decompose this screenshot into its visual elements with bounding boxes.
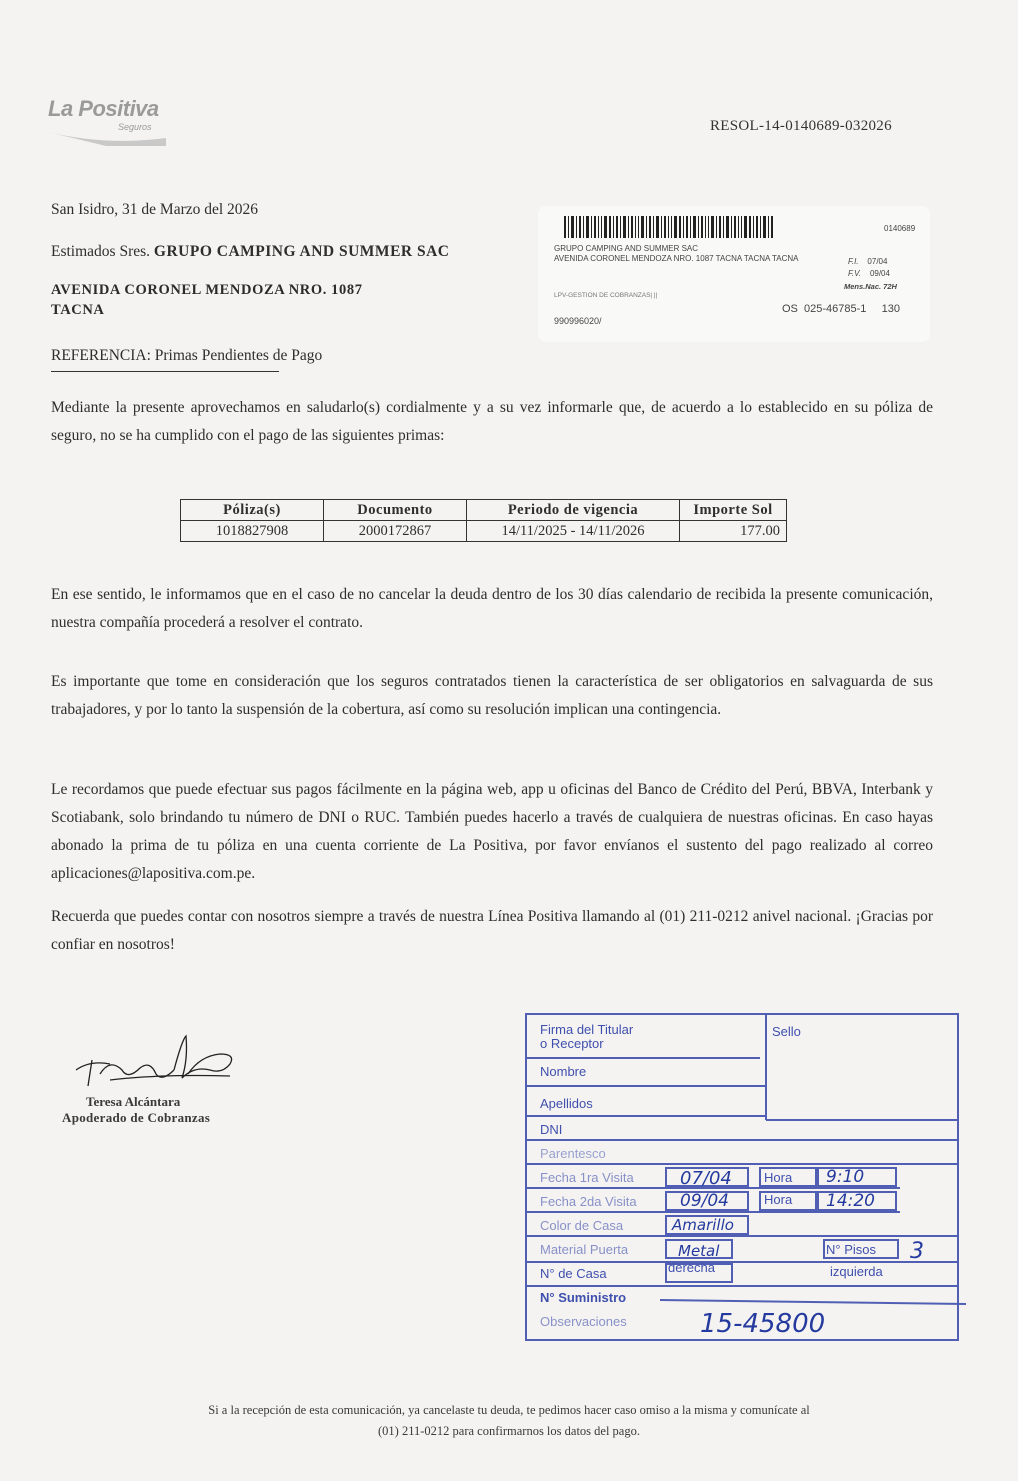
stamp-observaciones-label: Observaciones [540, 1314, 627, 1329]
address-line-1: AVENIDA CORONEL MENDOZA NRO. 1087 [51, 282, 363, 298]
reference-line: REFERENCIA: Primas Pendientes de Pago [51, 347, 323, 364]
reference-underline [51, 371, 279, 372]
stamp-hora-label-2: Hora [764, 1192, 793, 1207]
greeting [51, 238, 449, 266]
barcode-icon [564, 216, 776, 238]
paragraph-payment: Le recordamos que puede efectuar sus pagos fácilmente en la página web, app u oficinas del Banco de Crédito del Perú, BBVA, Interbank y Scotiabank, solo brindando tu número de DNI o RUC. También puedes hacerlo a través de cualquiera de nuestras oficinas. En caso hayas abonado la prima de tu póliza en una cuenta corriente de La Positiva, por favor envíanos el sustento del pago realizado al correo aplicaciones@lapositiva.com.pe. [51, 781, 933, 882]
stamp-receptor-label: o Receptor [540, 1036, 604, 1051]
label-code: 0140689 [884, 224, 916, 233]
handwritten-suministro: 15-45800 [700, 1309, 826, 1339]
cell-importe: 177.00 [680, 521, 787, 542]
logo-swoosh-icon [46, 124, 170, 148]
stamp-visita2-label: Fecha 2da Visita [540, 1194, 637, 1209]
stamp-pisos-label: N° Pisos [826, 1242, 876, 1257]
column-header-documento: Documento [324, 500, 467, 521]
label-fv-value: 09/04 [869, 269, 890, 278]
stamp-n-casa-label: N° de Casa [540, 1266, 607, 1281]
company-logo-subtitle: Seguros [118, 122, 152, 132]
stamp-suministro-label: N° Suministro [540, 1290, 627, 1305]
handwritten-hora2: 14:20 [826, 1191, 875, 1211]
stamp-sello-label: Sello [772, 1024, 801, 1039]
paragraph-importance: Es importante que tome en consideración que los seguros contratados tienen la característica de ser obligatorios en salvaguarda de sus trabajadores, y por lo tanto la suspensión de la cobertura, así como su resolución implican una contingencia. [51, 673, 933, 718]
label-department: LPV-GESTION DE COBRANZAS| || [554, 292, 658, 299]
handwritten-visita1: 07/04 [680, 1168, 732, 1189]
label-fv-key: F.V. [848, 269, 862, 278]
stamp-hora-label-1: Hora [764, 1170, 793, 1185]
stamp-izquierda-label: izquierda [830, 1264, 883, 1279]
table-row [181, 521, 787, 542]
label-recipient: GRUPO CAMPING AND SUMMER SAC [554, 244, 699, 253]
cell-documento: 2000172867 [324, 521, 467, 542]
paragraph-warning: En ese sentido, le informamos que en el caso de no cancelar la deuda dentro de los 30 días calendario de recibida la presente comunicación, nuestra compañía procederá a resolver el contrato. [51, 586, 933, 631]
label-dates [848, 256, 890, 280]
mailing-label [538, 206, 930, 342]
label-fi-value: 07/04 [867, 257, 888, 266]
cell-poliza: 1018827908 [181, 521, 324, 542]
stamp-material-label: Material Puerta [540, 1242, 629, 1257]
column-header-poliza: Póliza(s) [181, 500, 324, 521]
paragraph-intro: Mediante la presente aprovechamos en saludarlo(s) cordialmente y a su vez informarle que, de acuerdo a lo establecido en su póliza de seguro, no se ha cumplido con el pago de las siguientes primas: [51, 399, 933, 444]
column-header-periodo: Periodo de vigencia [467, 500, 680, 521]
label-order: OS 025-46785-1 130 [782, 303, 901, 315]
cell-periodo: 14/11/2025 - 14/11/2026 [467, 521, 680, 542]
footer-line-2: (01) 211-0212 para confirmarnos los datos del pago. [378, 1424, 640, 1438]
stamp-visita1-label: Fecha 1ra Visita [540, 1170, 634, 1185]
label-fi-key: F.I. [848, 257, 859, 266]
label-service: Mens.Nac. 72H [844, 282, 897, 291]
handwritten-hora1: 9:10 [826, 1167, 865, 1187]
reception-stamp [520, 1008, 972, 1353]
place-date: San Isidro, 31 de Marzo del 2026 [51, 201, 259, 218]
stamp-derecha-label: derecha [668, 1260, 715, 1275]
recipient-address [51, 280, 363, 320]
stamp-dni-label: DNI [540, 1122, 563, 1137]
handwritten-visita2: 09/04 [680, 1191, 729, 1211]
stamp-apellidos-label: Apellidos [540, 1096, 593, 1111]
signer-role: Apoderado de Cobranzas [62, 1110, 211, 1125]
handwritten-pisos: 3 [910, 1239, 924, 1264]
company-logo: La Positiva [48, 96, 159, 121]
stamp-firma-label: Firma del Titular [540, 1022, 634, 1037]
resolution-code: RESOL-14-0140689-032026 [710, 118, 892, 134]
signer-name: Teresa Alcántara [86, 1094, 181, 1109]
address-line-2: TACNA [51, 302, 105, 318]
recipient-name: GRUPO CAMPING AND SUMMER SAC [153, 243, 450, 260]
label-address [554, 244, 834, 264]
column-header-importe: Importe Sol [680, 500, 787, 521]
footer-line-1: Si a la recepción de esta comunicación, ya cancelaste tu deuda, te pedimos hacer caso omiso a la misma y comunícate al [208, 1403, 810, 1417]
handwritten-material: Metal [678, 1242, 720, 1260]
handwritten-color: Amarillo [672, 1216, 734, 1234]
label-street: AVENIDA CORONEL MENDOZA NRO. 1087 TACNA TACNA TACNA [554, 254, 799, 263]
paragraph-closing: Recuerda que puedes contar con nosotros siempre a través de nuestra Línea Positiva llamando al (01) 211-0212 anivel nacional. ¡Gracias por confiar en nosotros! [51, 908, 933, 953]
premiums-table [180, 499, 787, 542]
label-tracking-number: 990996020/ [554, 316, 602, 326]
greeting-prefix: Estimados Sres. [51, 243, 151, 260]
stamp-parentesco-label: Parentesco [540, 1146, 606, 1161]
stamp-nombre-label: Nombre [540, 1064, 587, 1079]
table-header-row [181, 500, 787, 521]
footer-note [60, 1400, 958, 1442]
stamp-color-casa-label: Color de Casa [540, 1218, 624, 1233]
handwritten-signature [70, 1030, 250, 1094]
